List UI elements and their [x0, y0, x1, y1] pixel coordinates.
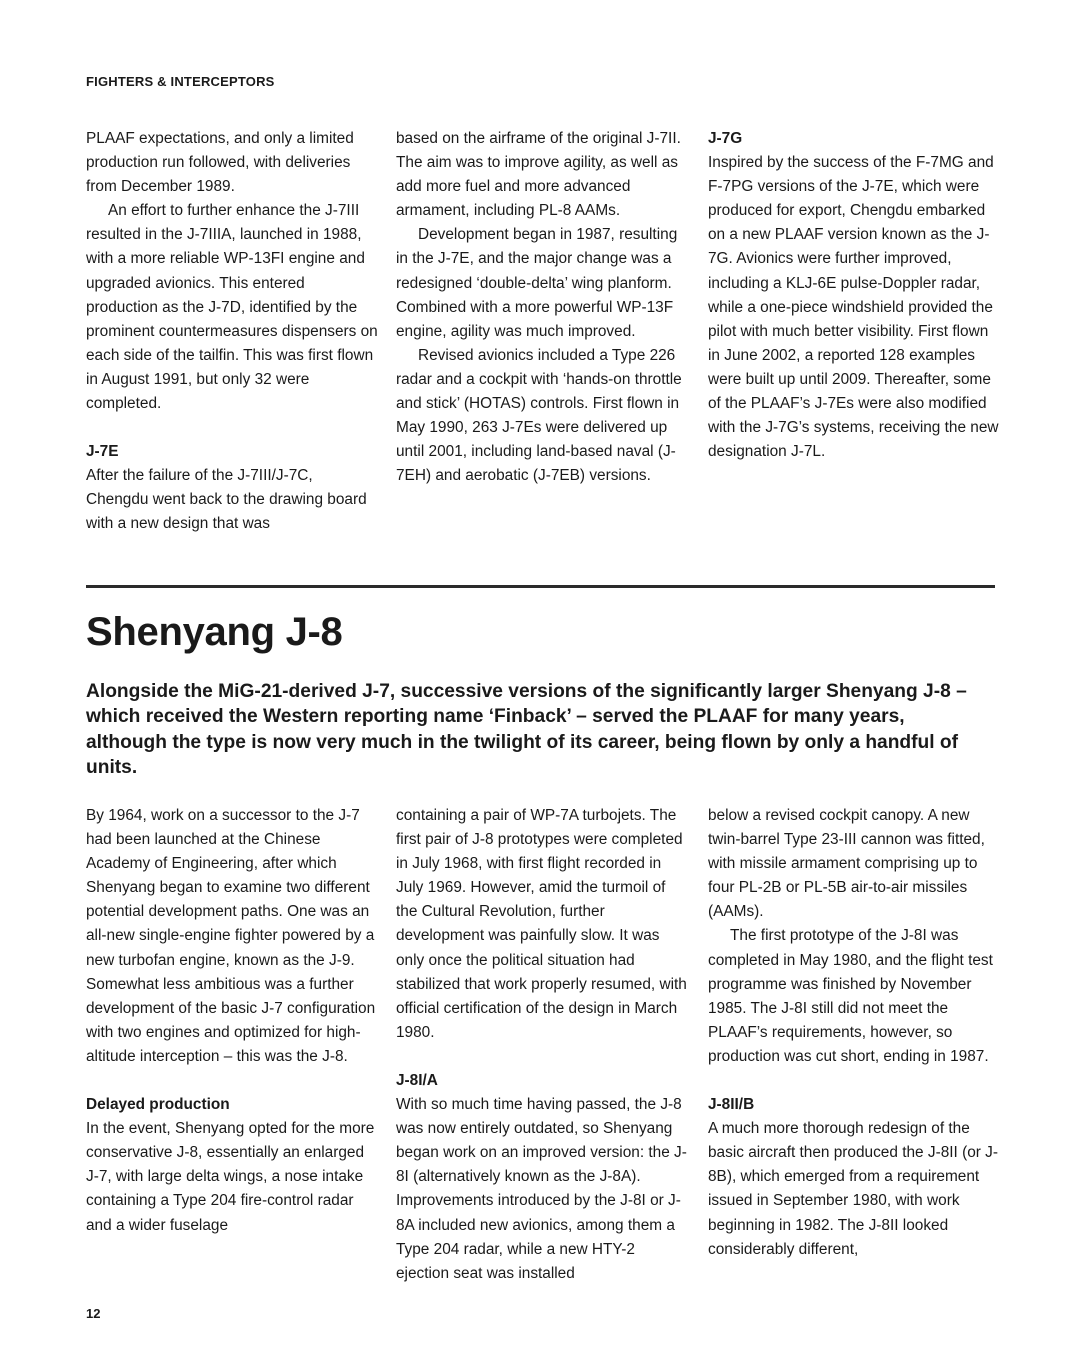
paragraph: PLAAF expectations, and only a limited production run followed, with deliveries from December 1989. — [86, 130, 354, 196]
paragraph: A much more thorough redesign of the basic aircraft then produced the J-8II (or J-8B), which emerged from a requirement issued in September 1980, with work beginning in 1982. The J-8II looked considerably different, — [708, 1120, 998, 1258]
bottom-column-1 — [86, 804, 378, 1238]
paragraph: below a revised cockpit canopy. A new twin-barrel Type 23-III cannon was fitted, with missile armament comprising up to four PL-2B or PL-5B air-to-air missiles (AAMs). — [708, 807, 985, 921]
paragraph: The first prototype of the J-8I was completed in May 1980, and the flight test programme was finished by November 1985. The J-8I still did not meet the PLAAF’s requirements, however, so production was cut short, ending in 1987. — [708, 927, 993, 1065]
page-number: 12 — [86, 1306, 101, 1321]
paragraph: An effort to further enhance the J-7III resulted in the J-7IIIA, launched in 1988, with a more reliable WP-13FI engine and upgraded avionics. This entered production as the J-7D, identified by the prominent countermeasures dispensers on each side of the tailfin. This was first flown in August 1991, but only 32 were completed. — [86, 202, 378, 413]
bottom-column-2 — [396, 804, 688, 1286]
subheading-j8i-a: J-8I/A — [396, 1071, 438, 1089]
top-column-3 — [708, 127, 1000, 464]
bottom-column-3 — [708, 804, 1000, 1262]
paragraph: Inspired by the success of the F-7MG and F-7PG versions of the J-7E, which were produced for export, Chengdu embarked on a new PLAAF version known as the J-7G. Avionics were further improved, including a KLJ-6E pulse-Doppler radar, while a one-piece windshield provided the pilot with much better visibility. First flown in June 2002, a reported 128 examples were built up until 2009. Thereafter, some of the PLAAF’s J-7Es were also modified with the J-7G’s systems, receiving the new designation J-7L. — [708, 154, 999, 461]
subheading-delayed-production: Delayed production — [86, 1096, 230, 1114]
paragraph: In the event, Shenyang opted for the more conservative J-8, essentially an enlarged J-7, with large delta wings, a nose intake containing a Type 204 fire-control radar and a wider fuselage — [86, 1120, 375, 1234]
subheading-j8ii-b: J-8II/B — [708, 1096, 755, 1114]
article-title: Shenyang J-8 — [86, 610, 343, 654]
paragraph: By 1964, work on a successor to the J-7 had been launched at the Chinese Academy of Engineering, after which Shenyang began to examine two different potential development paths. One was an all-new single-engine fighter powered by a new turbofan engine, known as the J-9. Somewhat less ambitious was a further development of the basic J-7 configuration with two engines and optimized for high-altitude interception – this was the J-8. — [86, 807, 376, 1065]
paragraph: With so much time having passed, the J-8 was now entirely outdated, so Shenyang began work on an improved version: the J-8I (alternatively known as the J-8A). Improvements introduced by the J-8I or J-8A included new avionics, among them a Type 204 radar, while a new HTY-2 ejection seat was installed — [396, 1096, 687, 1282]
paragraph: containing a pair of WP-7A turbojets. The first pair of J-8 prototypes were completed in July 1968, with first flight recorded in July 1969. However, amid the turmoil of the Cultural Revolution, further development was painfully slow. It was only once the political situation had stabilized that work properly resumed, with official certification of the design in March 1980. — [396, 807, 687, 1041]
paragraph: Revised avionics included a Type 226 radar and a cockpit with ‘hands-on throttle and stick’ (HOTAS) controls. First flown in May 1990, 263 J-7Es were delivered up until 2001, including land-based naval (J-7EH) and aerobatic (J-7EB) versions. — [396, 346, 682, 485]
section-header: FIGHTERS & INTERCEPTORS — [86, 74, 275, 89]
top-column-1 — [86, 127, 378, 537]
section-divider — [86, 585, 995, 588]
top-column-2 — [396, 127, 688, 488]
article-intro: Alongside the MiG-21-derived J-7, successive versions of the significantly larger Shenyang J-8 – which received the Western reporting name ‘Finback’ – served the PLAAF for many years, although the type is now very much in the twilight of its career, being flown by only a handful of units. — [86, 681, 967, 779]
paragraph: After the failure of the J-7III/J-7C, Chengdu went back to the drawing board with a new design that was — [86, 467, 367, 533]
subheading-j7e: J-7E — [86, 443, 119, 461]
subheading-j7g: J-7G — [708, 130, 743, 147]
paragraph: based on the airframe of the original J-7II. The aim was to improve agility, as well as add more fuel and more advanced armament, including PL-8 AAMs. — [396, 130, 681, 220]
paragraph: Development began in 1987, resulting in the J-7E, and the major change was a redesigned ‘double-delta’ wing planform. Combined with a more powerful WP-13F engine, agility was much improved. — [396, 226, 678, 340]
